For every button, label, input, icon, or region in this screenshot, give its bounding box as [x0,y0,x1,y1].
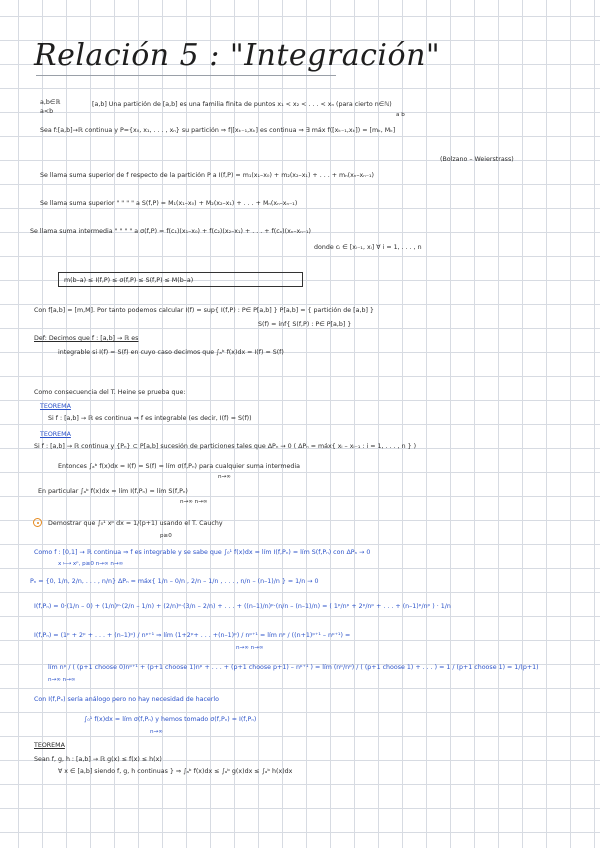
definition-line: Def: Decimos que f : [a,b] → ℝ es [34,335,139,342]
note-line: Sean f, g, h : [a,b] → ℝ g(x) ≤ f(x) ≤ h(x) [34,756,162,763]
note-line: a b [396,112,405,118]
exercise-line: n→∞ [150,729,163,735]
exercise-line: ∫₀¹ f(x)dx = lím σ(f,Pₙ) y hemos tomado σ(f,Pₙ) = I(f,Pₙ) [84,716,257,723]
note-line: Sea f:[a,b]→ℝ continua y P={x₀, x₁, . . . , xₙ} su partición ⇒ f|[xₖ₋₁,xₖ] es continua ⇒ ∃ máx f([xₖ₋₁,xₖ]) = [mₖ, Mₖ] [40,127,396,134]
page-title: Relación 5 : "Integración" [34,38,441,73]
note-line: S(f) = ínf{ S(f,P) : P∈ P[a,b] } [258,321,352,328]
note-line: a,b∈ℝ [40,99,61,106]
exercise-statement: Demostrar que ∫₀¹ xᵖ dx = 1/(p+1) usando el T. Cauchy [48,520,223,527]
exercise-line: n→∞ n→∞ [48,677,76,683]
note-line: Si f : [a,b] → ℝ continua y {Pₙ} ⊂ P[a,b] sucesión de particiones tales que ΔPₙ → 0 ( ΔPₙ = máx{ xᵢ – xᵢ₋₁ : i = 1, . . . , n } ) [34,443,417,450]
note-line: Se llama suma intermedia " " " " a σ(f,P) = f(c₁)(x₁–x₀) + f(c₂)(x₂–x₁) + . . . + f(cₙ)(xₙ–xₙ₋₁) [30,228,312,235]
exercise-bullet-icon [33,518,42,527]
note-line: Como consecuencia del T. Heine se prueba que: [34,389,186,396]
note-line: n→∞ n→∞ [180,499,208,505]
note-line: donde cᵢ ∈ [xᵢ₋₁, xᵢ] ∀ i = 1, . . . , n [314,244,422,251]
theorem-heading: TEOREMA [40,403,71,410]
note-line: Entonces ∫ₐᵇ f(x)dx = I(f) = S(f) = lím σ(f,Pₙ) para cualquier suma intermedia [58,463,300,470]
exercise-line: Pₙ = {0, 1/n, 2/n, . . . , n/n} ΔPₙ = máx{ 1/n – 0/n , 2/n – 1/n , . . . , n/n – (n–1)/n } = 1/n → 0 [30,578,319,585]
exercise-line: lím nᵖ / ( (p+1 choose 0)nᵖ⁺¹ + (p+1 choose 1)nᵖ + . . . + (p+1 choose p+1) – nᵖ⁺¹ ) = lím (nᵖ/nᵖ) / ( (p+1 choose 1) + . . . ) = 1 / (p+1 choose 1) = 1/(p+1) [48,664,539,671]
exercise-line: Con I(f,Pₙ) sería análogo pero no hay necesidad de hacerlo [34,696,219,703]
note-line: [a,b] Una partición de [a,b] es una familia finita de puntos x₁ < x₂ < . . . < xₙ (para cierto n∈ℕ) [92,101,392,108]
note-line: Se llama suma superior de f respecto de la partición P a I(f,P) = m₁(x₁–x₀) + m₂(x₂–x₁) + . . . + mₙ(xₙ–xₙ₋₁) [40,172,375,179]
note-line: n→∞ [218,474,231,480]
note-line: (Bolzano – Weierstrass) [440,156,514,163]
note-line: En particular ∫ₐᵇ f(x)dx = lím I(f,Pₙ) = lím S(f,Pₙ) [38,488,188,495]
title-underline [36,75,336,76]
exercise-line: I(f,Pₙ) = 0·(1/n – 0) + (1/n)ᵖ·(2/n – 1/n) + (2/n)ᵖ·(3/n – 2/n) + . . . + ((n–1)/n)ᵖ·(n/n – (n–1)/n) = ( 1ᵖ/nᵖ + 2ᵖ/nᵖ + . . . + (n–1)ᵖ/nᵖ ) · 1/n [34,603,451,610]
exercise-line: Como f : [0,1] → ℝ continua ⇒ f es integrable y se sabe que ∫₀¹ f(x)dx = lím I(f,Pₙ) = lím S(f,Pₙ) con ΔPₙ → 0 [34,549,371,556]
theorem-heading: TEOREMA [40,431,71,438]
exercise-line: I(f,Pₙ) = (1ᵖ + 2ᵖ + . . . + (n–1)ᵖ) / nᵖ⁺¹ ⇒ lím (1+2ᵖ+ . . . +(n–1)ᵖ) / nᵖ⁺¹ = lím nᵖ / ((n+1)ᵖ⁺¹ – nᵖ⁺¹) = [34,632,351,639]
note-line: integrable si I(f) = S(f) en cuyo caso decimos que ∫ₐᵇ f(x)dx = I(f) = S(f) [58,349,284,356]
note-line: p≥0 [160,533,172,539]
note-line: Si f : [a,b] → ℝ es continua ⇒ f es integrable (es decir, I(f) = S(f)) [48,415,252,422]
inequality-box: m(b–a) ≤ I(f,P) ≤ σ(f,P) ≤ S(f,P) ≤ M(b–a) [58,272,303,287]
theorem-heading: TEOREMA [34,742,65,749]
note-line: ∀ x ∈ [a,b] siendo f, g, h continuas } ⇒ ∫ₐᵇ f(x)dx ≤ ∫ₐᵇ g(x)dx ≤ ∫ₐᵇ h(x)dx [58,768,293,775]
exercise-line: x ⟼ xᵖ, p≥0 n→∞ n→∞ [58,561,124,567]
exercise-line: n→∞ n→∞ [236,645,264,651]
note-line: Se llama suma superior " " " " a S(f,P) = M₁(x₁–x₀) + M₂(x₂–x₁) + . . . + Mₙ(xₙ–xₙ₋₁) [40,200,298,207]
note-line: a<b [40,108,54,115]
note-line: Con f[a,b] = [m,M]. Por tanto podemos calcular I(f) = sup{ I(f,P) : P∈ P[a,b] } P[a,b] = { partición de [a,b] } [34,307,374,314]
